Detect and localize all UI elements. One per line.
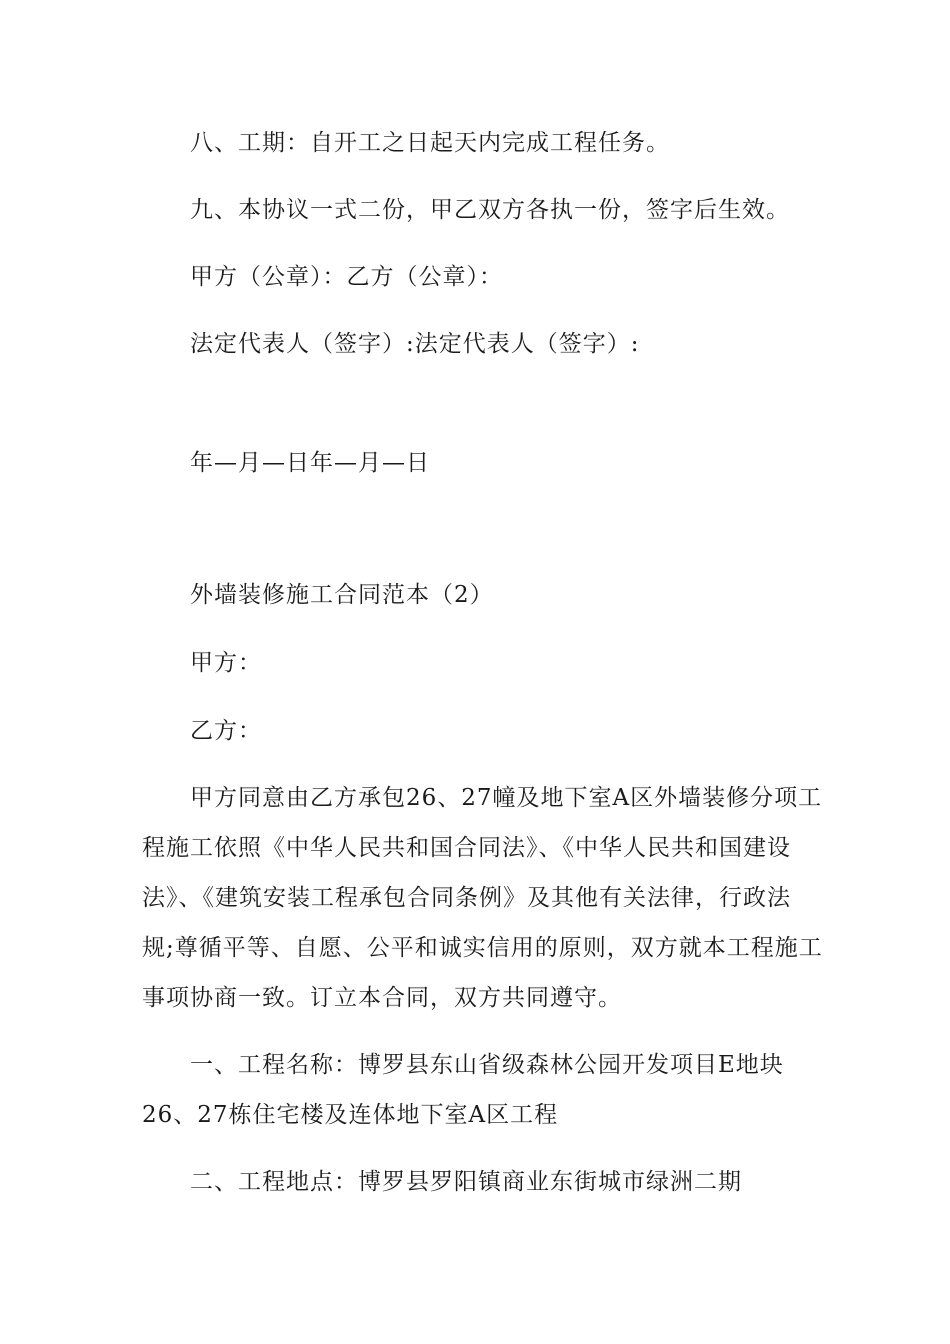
legal-representatives-line: 法定代表人（签字）:法定代表人（签字）: [190,331,640,357]
date-line: 年—月—日年—月—日 [190,450,430,476]
clause-8-duration: 八、工期：自开工之日起天内完成工程任务。 [190,130,670,156]
clause-2-project-location: 二、工程地点：博罗县罗阳镇商业东街城市绿洲二期 [190,1169,742,1195]
intro-paragraph-line-1: 甲方同意由乙方承包26、27幢及地下室A区外墙装修分项工 [190,785,823,811]
contract-title: 外墙装修施工合同范本（2） [190,582,494,608]
clause-1-project-name-cont: 26、27栋住宅楼及连体地下室A区工程 [142,1102,559,1128]
intro-paragraph-line-3: 法》、《建筑安装工程承包合同条例》及其他有关法律，行政法 [142,885,791,911]
intro-paragraph-line-2: 程施工依照《中华人民共和国合同法》、《中华人民共和国建设 [142,835,791,861]
party-b-label: 乙方： [190,718,262,744]
clause-9-copies: 九、本协议一式二份，甲乙双方各执一份，签字后生效。 [190,197,790,223]
intro-paragraph-line-5: 事项协商一致。订立本合同，双方共同遵守。 [142,985,622,1011]
party-a-label: 甲方： [190,650,262,676]
party-seals-line: 甲方（公章）：乙方（公章）： [190,264,503,290]
clause-1-project-name: 一、工程名称：博罗县东山省级森林公园开发项目E地块 [190,1052,784,1078]
intro-paragraph-line-4: 规;尊循平等、自愿、公平和诚实信用的原则，双方就本工程施工 [142,935,823,961]
